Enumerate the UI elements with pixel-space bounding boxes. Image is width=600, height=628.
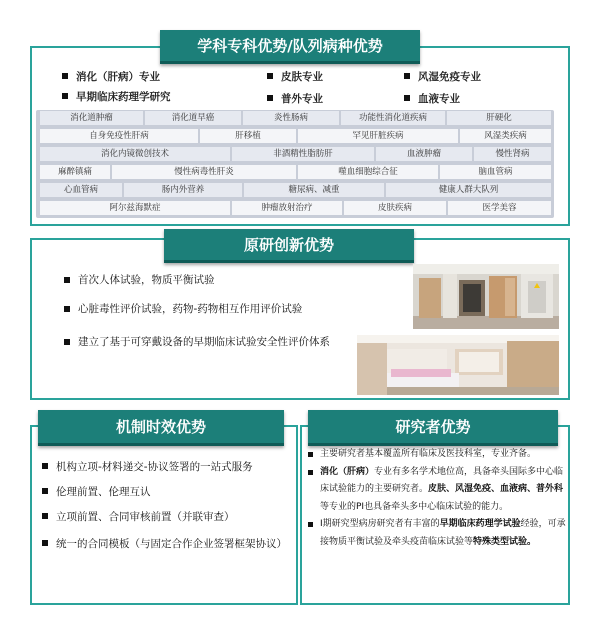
grid-cell: 风湿类疾病 (460, 129, 551, 143)
ward-corridor-illustration (413, 264, 559, 329)
researcher-advantage-title: 研究者优势 (308, 410, 558, 446)
grid-cell: 消化道早癌 (145, 111, 241, 125)
grid-cell: 心血管病 (40, 183, 122, 197)
grid-row (36, 165, 554, 180)
innovation-list (64, 272, 354, 354)
researcher-paragraph: 消化（肝病）专业有多名学术地位高，具备牵头国际多中心临床试验能力的主要研究者。皮肤、风湿免疫、血液病、普外科等专业的PI也具备牵头多中心临床试验的能力。 (306, 464, 568, 517)
grid-row (36, 201, 554, 216)
list-item: 建立了基于可穿戴设备的早期临床试验安全性评价体系 (64, 330, 354, 354)
grid-cell: 肿瘤放射治疗 (232, 201, 342, 215)
specialty-bullet: 皮肤专业 (267, 69, 323, 84)
grid-cell: 炎性肠病 (243, 111, 339, 125)
list-item: 统一的合同模板（与固定合作企业签署框架协议） (42, 534, 290, 554)
discipline-advantage-title: 学科专科优势/队列病种优势 (160, 30, 420, 64)
grid-cell: 慢性肾病 (474, 147, 551, 161)
specialty-bullet: 消化（肝病）专业 (62, 69, 160, 84)
grid-row (36, 111, 554, 126)
grid-cell: 噬血细胞综合征 (298, 165, 438, 179)
mechanism-advantage-title: 机制时效优势 (38, 410, 284, 446)
grid-cell: 消化内镜微创技术 (40, 147, 230, 161)
grid-cell: 非酒精性脂肪肝 (232, 147, 374, 161)
specialty-bullet: 风湿免疫专业 (404, 69, 481, 84)
grid-row (36, 129, 554, 144)
list-item: 伦理前置、伦理互认 (42, 484, 290, 500)
grid-cell: 阿尔兹海默症 (40, 201, 230, 215)
grid-cell: 慢性病毒性肝炎 (112, 165, 296, 179)
grid-cell: 功能性消化道疾病 (341, 111, 445, 125)
specialty-bullet: 早期临床药理学研究 (62, 89, 171, 104)
grid-cell: 健康人群大队列 (386, 183, 551, 197)
grid-cell: 自身免疫性肝病 (40, 129, 198, 143)
specialty-bullet: 普外专业 (267, 91, 323, 106)
grid-row (36, 183, 554, 198)
ward-bed-illustration (357, 335, 559, 395)
list-item: 心脏毒性评价试验，药物-药物相互作用评价试验 (64, 301, 354, 316)
grid-cell: 医学美容 (448, 201, 551, 215)
researcher-paragraph: Ⅰ期研究型病房研究者有丰富的早期临床药理学试验经验，可承接物质平衡试验及牵头疫苗临床试验等特殊类型试验。 (306, 516, 568, 551)
researcher-text (306, 446, 568, 551)
disease-cohort-grid (36, 110, 554, 218)
innovation-advantage-title: 原研创新优势 (164, 229, 414, 263)
grid-cell: 皮肤疾病 (344, 201, 446, 215)
researcher-paragraph: 主要研究者基本覆盖所有临床及医技科室，专业齐备。 (306, 446, 568, 464)
grid-cell: 罕见肝脏疾病 (298, 129, 458, 143)
list-item: 机构立项-材料递交-协议签署的一站式服务 (42, 459, 290, 475)
grid-cell: 肝移植 (200, 129, 296, 143)
grid-cell: 脑血管病 (440, 165, 551, 179)
mechanism-list (42, 459, 290, 554)
grid-cell: 糖尿病、减重 (244, 183, 384, 197)
grid-cell: 血液肿瘤 (376, 147, 472, 161)
grid-cell: 消化道肿瘤 (40, 111, 143, 125)
list-item: 首次人体试验，物质平衡试验 (64, 272, 354, 287)
grid-cell: 肠内外营养 (124, 183, 242, 197)
specialty-bullet: 血液专业 (404, 91, 460, 106)
grid-row (36, 147, 554, 162)
grid-cell: 麻醉镇痛 (40, 165, 110, 179)
ward-bed-photo (357, 335, 559, 395)
grid-cell: 肝硬化 (447, 111, 551, 125)
list-item: 立项前置、合同审核前置（并联审查） (42, 509, 290, 525)
ward-corridor-photo (413, 264, 559, 329)
